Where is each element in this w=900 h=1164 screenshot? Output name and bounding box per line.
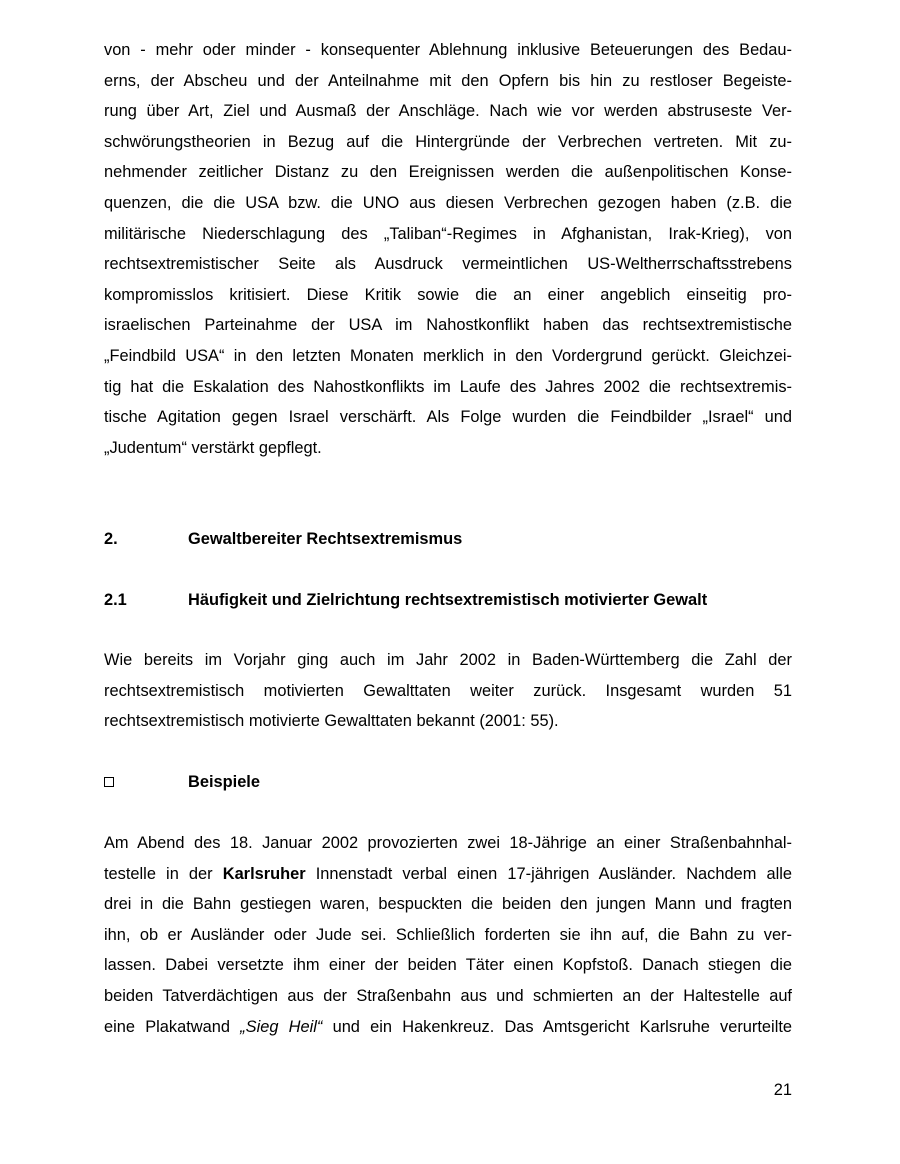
intro-paragraph	[104, 35, 792, 463]
paragraph-line: tische Agitation gegen Israel verschärft. Als Folge wurden die Feindbilder „Israel“ und	[104, 408, 792, 427]
paragraph-line: rechtsextremistisch motivierte Gewalttaten bekannt (2001: 55).	[104, 712, 559, 731]
section-title: Häufigkeit und Zielrichtung rechtsextremistisch motivierter Gewalt	[188, 591, 708, 609]
paragraph-line: rechtsextremistisch motivierten Gewalttaten weiter zurück. Insgesamt wurden 51	[104, 681, 792, 700]
paragraph-line: „Feindbild USA“ in den letzten Monaten merklich in den Vordergrund gerückt. Gleichzei-	[104, 346, 792, 365]
statistics-paragraph	[104, 645, 792, 737]
paragraph-line: von - mehr oder minder - konsequenter Ablehnung inklusive Beteuerungen des Bedau-	[104, 41, 792, 59]
paragraph-line: „Judentum“ verstärkt gepflegt.	[104, 438, 322, 457]
examples-title: Beispiele	[188, 773, 260, 791]
quoted-slogan: „Sieg Heil“	[240, 1017, 323, 1036]
example-paragraph	[104, 828, 792, 1042]
paragraph-line	[104, 1012, 792, 1043]
paragraph-line: militärische Niederschlagung des „Taliban“-Regimes in Afghanistan, Irak-Krieg), von	[104, 224, 792, 243]
section-number: 2.	[104, 530, 118, 548]
paragraph-line: kompromisslos kritisiert. Diese Kritik sowie die an einer angeblich einseitig pro-	[104, 285, 792, 304]
section-title: Gewaltbereiter Rechtsextremismus	[188, 530, 463, 548]
paragraph-line: beiden Tatverdächtigen aus der Straßenbahn aus und schmierten an der Haltestelle auf	[104, 986, 792, 1005]
paragraph-line: lassen. Dabei versetzte ihm einer der beiden Täter einen Kopfstoß. Danach stiegen die	[104, 956, 792, 975]
paragraph-line: Wie bereits im Vorjahr ging auch im Jahr 2002 in Baden-Württemberg die Zahl der	[104, 651, 792, 669]
paragraph-line: tig hat die Eskalation des Nahostkonflikts im Laufe des Jahres 2002 die rechtsextremis-	[104, 377, 792, 396]
paragraph-line: quenzen, die die USA bzw. die UNO aus diesen Verbrechen gezogen haben (z.B. die	[104, 193, 792, 212]
page-number: 21	[773, 1081, 792, 1099]
paragraph-line: Am Abend des 18. Januar 2002 provozierten zwei 18-Jährige an einer Straßenbahnhal-	[104, 834, 792, 852]
checkbox-icon	[104, 777, 114, 787]
paragraph-line: ihn, ob er Ausländer oder Jude sei. Schließlich forderten sie ihn auf, die Bahn zu ver-	[104, 925, 792, 944]
paragraph-line: schwörungstheorien in Bezug auf die Hintergründe der Verbrechen vertreten. Mit zu-	[104, 132, 792, 151]
paragraph-line: rung über Art, Ziel und Ausmaß der Anschläge. Nach wie vor werden abstruseste Ver-	[104, 102, 792, 121]
paragraph-line: rechtsextremistischer Seite als Ausdruck vermeintlichen US-Weltherrschaftsstrebens	[104, 255, 792, 274]
text-run: und ein Hakenkreuz. Das Amtsgericht Karlsruhe verurteilte	[322, 1017, 793, 1036]
text-run: Innenstadt verbal einen 17-jährigen Ausländer. Nachdem alle	[305, 864, 792, 883]
paragraph-line: drei in die Bahn gestiegen waren, bespuckten die beiden den jungen Mann und fragten	[104, 895, 792, 914]
text-run: eine Plakatwand	[104, 1017, 241, 1036]
section-heading-2-1	[104, 590, 792, 610]
paragraph-line	[104, 859, 792, 890]
place-name: Karlsruher	[222, 864, 306, 883]
paragraph-line: israelischen Parteinahme der USA im Nahostkonflikt haben das rechtsextremistische	[104, 316, 792, 335]
paragraph-line: nehmender zeitlicher Distanz zu den Ereignissen werden die außenpolitischen Konse-	[104, 163, 792, 182]
section-number: 2.1	[104, 591, 127, 609]
paragraph-line: erns, der Abscheu und der Anteilnahme mit den Opfern bis hin zu restloser Begeiste-	[104, 71, 792, 90]
section-heading-2	[104, 529, 792, 549]
examples-heading	[104, 772, 792, 792]
text-run: testelle in der	[104, 864, 223, 883]
